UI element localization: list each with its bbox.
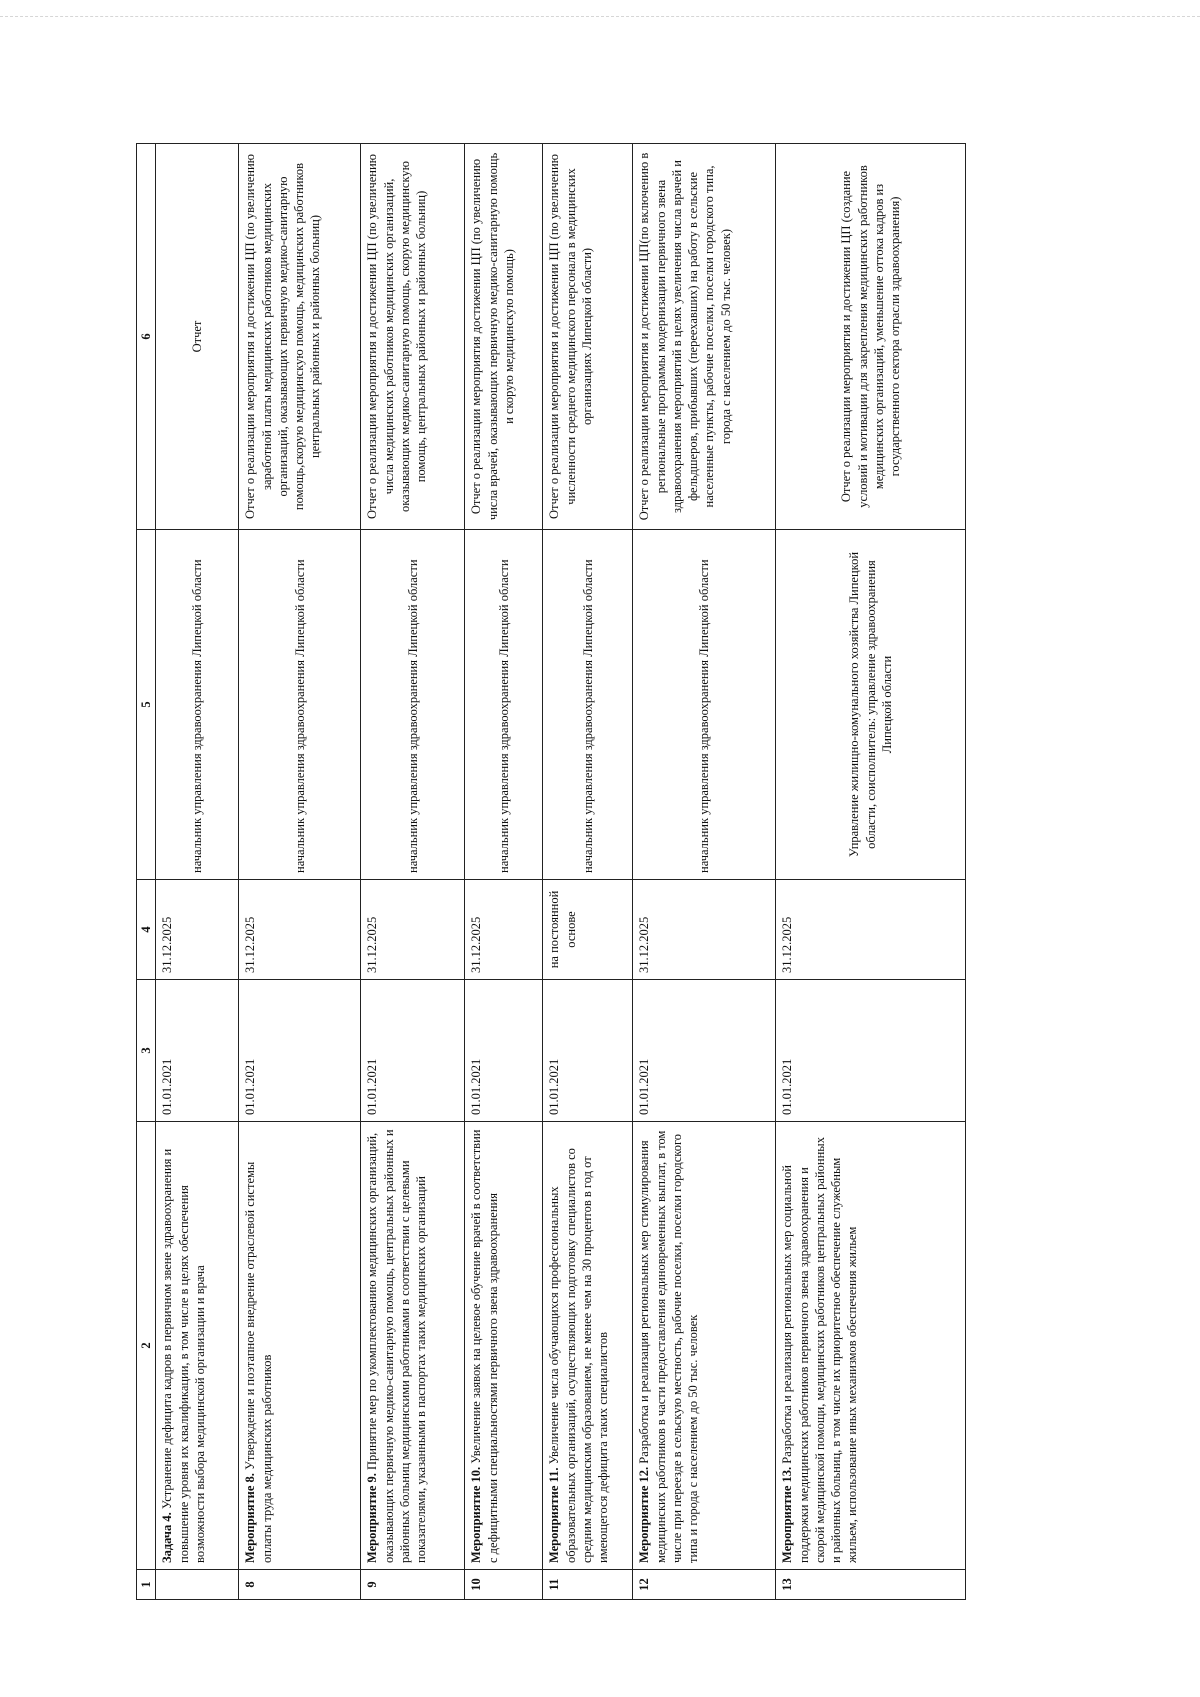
row-number bbox=[156, 1570, 239, 1600]
row-number: 11 bbox=[543, 1570, 633, 1600]
row-report: Отчет о реализации мероприятия достижении ЦП (по увеличению числа врачей, оказывающих первичную медико-санитарную помощь и скорую медицинскую помощь) bbox=[465, 144, 543, 530]
row-report: Отчет о реализации мероприятия и достижении ЦП (создание условий и мотивации для закрепления медицинских работников медицинских организаций, уменьшение оттока кадров из государственного сектора отрасли здравоохранения) bbox=[776, 144, 966, 530]
row-report: Отчет о реализации мероприятия и достижении ЦП (по увеличению заработной платы медицинских работников медицинских организаций, оказывающих первичную медико-санитарную помощь,скорую медицинскую помощь, медицинских работников центральных районных и районных больниц) bbox=[239, 144, 361, 530]
table-row-11 bbox=[543, 144, 633, 1600]
table-row-12 bbox=[633, 144, 776, 1600]
row-text: Разработка и реализация региональных мер стимулирования медицинских работников в части предоставления единовременных выплат, в том числе при переезде в сельскую местность, рабочие поселки, поселки городского типа и города с населением до 50 тыс. человек bbox=[637, 1130, 700, 1563]
table-row-13 bbox=[776, 144, 966, 1600]
row-start-date: 01.01.2021 bbox=[361, 980, 465, 1122]
row-end-date: 31.12.2025 bbox=[156, 880, 239, 980]
row-label: Мероприятие 11. bbox=[547, 1467, 562, 1563]
row-report: Отчет о реализации мероприятия и достижении ЦП (по увеличению численности среднего медицинского персонала в медицинских организациях Липецкой области) bbox=[543, 144, 633, 530]
rotated-table-container bbox=[136, 144, 966, 1600]
scan-top-edge bbox=[0, 16, 1200, 17]
row-end-date: 31.12.2025 bbox=[361, 880, 465, 980]
row-label: Задача 4. bbox=[160, 1512, 175, 1563]
row-label: Мероприятие 13. bbox=[780, 1466, 795, 1563]
row-report: Отчет о реализации мероприятия и достижении ЦП(по включению в региональные программы модернизации первичного звена здравоохранения мероприятий в целях увеличения числа врачей и фельдшеров, прибывших (переехавших) на работу в сельские населенные пункты, рабочие поселки, поселки городского типа, города с населением до 50 тыс. человек) bbox=[633, 144, 776, 530]
row-responsible: начальник управления здравоохранения Липецкой области bbox=[361, 530, 465, 880]
row-text: Устранение дефицита кадров в первичном звене здравоохранения и повышение уровня их квалификации, в том числе в целях обеспечения возможности выбора медицинской организации и врача bbox=[160, 1148, 207, 1563]
row-description bbox=[239, 1122, 361, 1570]
row-label: Мероприятие 9. bbox=[365, 1473, 380, 1563]
row-text: Принятие мер по укомплектованию медицинских организаций, оказывающих первичную медико-санитарную помощь, центральных районных и районных больниц медицинскими работниками в соответствии с целевыми показателями, указанными в паспортах таких медицинских организаций bbox=[365, 1129, 428, 1563]
row-end-date: 31.12.2025 bbox=[239, 880, 361, 980]
row-description bbox=[361, 1122, 465, 1570]
row-start-date: 01.01.2021 bbox=[633, 980, 776, 1122]
header-col-2: 2 bbox=[137, 1122, 156, 1570]
row-end-date: на постоянной основе bbox=[543, 880, 633, 980]
row-text: Разработка и реализация региональных мер социальной поддержки медицинских работников первичного звена здравоохранения и скорой медицинской помощи, медицинских работников центральных районных и районных больниц, в том числе их приоритетное обеспечение служебным жильем, использование иных механизмов обеспечения жильем bbox=[780, 1137, 860, 1563]
header-col-1: 1 bbox=[137, 1570, 156, 1600]
row-text: Увеличение заявок на целевое обучение врачей в соответствии с дефицитными специальностями первичного звена здравоохранения bbox=[469, 1129, 500, 1563]
row-number: 10 bbox=[465, 1570, 543, 1600]
row-number: 13 bbox=[776, 1570, 966, 1600]
row-description bbox=[156, 1122, 239, 1570]
row-responsible: Управление жилищно-комунального хозяйства Липецкой области, соисполнитель: управление здравоохранения Липецкой области bbox=[776, 530, 966, 880]
row-description bbox=[465, 1122, 543, 1570]
row-end-date: 31.12.2025 bbox=[776, 880, 966, 980]
table-row-10 bbox=[465, 144, 543, 1600]
row-label: Мероприятие 8. bbox=[243, 1473, 258, 1563]
row-number: 12 bbox=[633, 1570, 776, 1600]
row-number: 9 bbox=[361, 1570, 465, 1600]
row-start-date: 01.01.2021 bbox=[543, 980, 633, 1122]
row-responsible: начальник управления здравоохранения Липецкой области bbox=[156, 530, 239, 880]
row-label: Мероприятие 12. bbox=[637, 1466, 652, 1563]
row-text: Увеличение числа обучающихся профессиональных образовательных организаций, осуществляющих подготовку специалистов со средним медицинским образованием, не менее чем на 30 процентов в год от имеющегося дефицита таких специалистов bbox=[547, 1148, 610, 1563]
row-text: Утверждение и поэтапное внедрение отраслевой системы оплаты труда медицинских работников bbox=[243, 1161, 274, 1563]
row-responsible: начальник управления здравоохранения Липецкой области bbox=[543, 530, 633, 880]
row-end-date: 31.12.2025 bbox=[633, 880, 776, 980]
row-end-date: 31.12.2025 bbox=[465, 880, 543, 980]
row-report: Отчет bbox=[156, 144, 239, 530]
row-responsible: начальник управления здравоохранения Липецкой области bbox=[633, 530, 776, 880]
row-responsible: начальник управления здравоохранения Липецкой области bbox=[239, 530, 361, 880]
table-row-task-4 bbox=[156, 144, 239, 1600]
header-col-6: 6 bbox=[137, 144, 156, 530]
header-row bbox=[137, 144, 156, 1600]
table-row-9 bbox=[361, 144, 465, 1600]
table-row-8 bbox=[239, 144, 361, 1600]
row-description bbox=[543, 1122, 633, 1570]
row-report: Отчет о реализации мероприятия и достижении ЦП (по увеличению числа медицинских работников медицинских организаций, оказывающих медико-санитарную помощь, скорую медицинскую помощь, центральных районных и районных больниц) bbox=[361, 144, 465, 530]
row-label: Мероприятие 10. bbox=[469, 1466, 484, 1563]
header-col-5: 5 bbox=[137, 530, 156, 880]
row-start-date: 01.01.2021 bbox=[776, 980, 966, 1122]
row-start-date: 01.01.2021 bbox=[239, 980, 361, 1122]
header-col-3: 3 bbox=[137, 980, 156, 1122]
row-description bbox=[633, 1122, 776, 1570]
row-start-date: 01.01.2021 bbox=[156, 980, 239, 1122]
activities-table bbox=[136, 143, 966, 1600]
header-col-4: 4 bbox=[137, 880, 156, 980]
row-start-date: 01.01.2021 bbox=[465, 980, 543, 1122]
row-responsible: начальник управления здравоохранения Липецкой области bbox=[465, 530, 543, 880]
row-description bbox=[776, 1122, 966, 1570]
row-number: 8 bbox=[239, 1570, 361, 1600]
